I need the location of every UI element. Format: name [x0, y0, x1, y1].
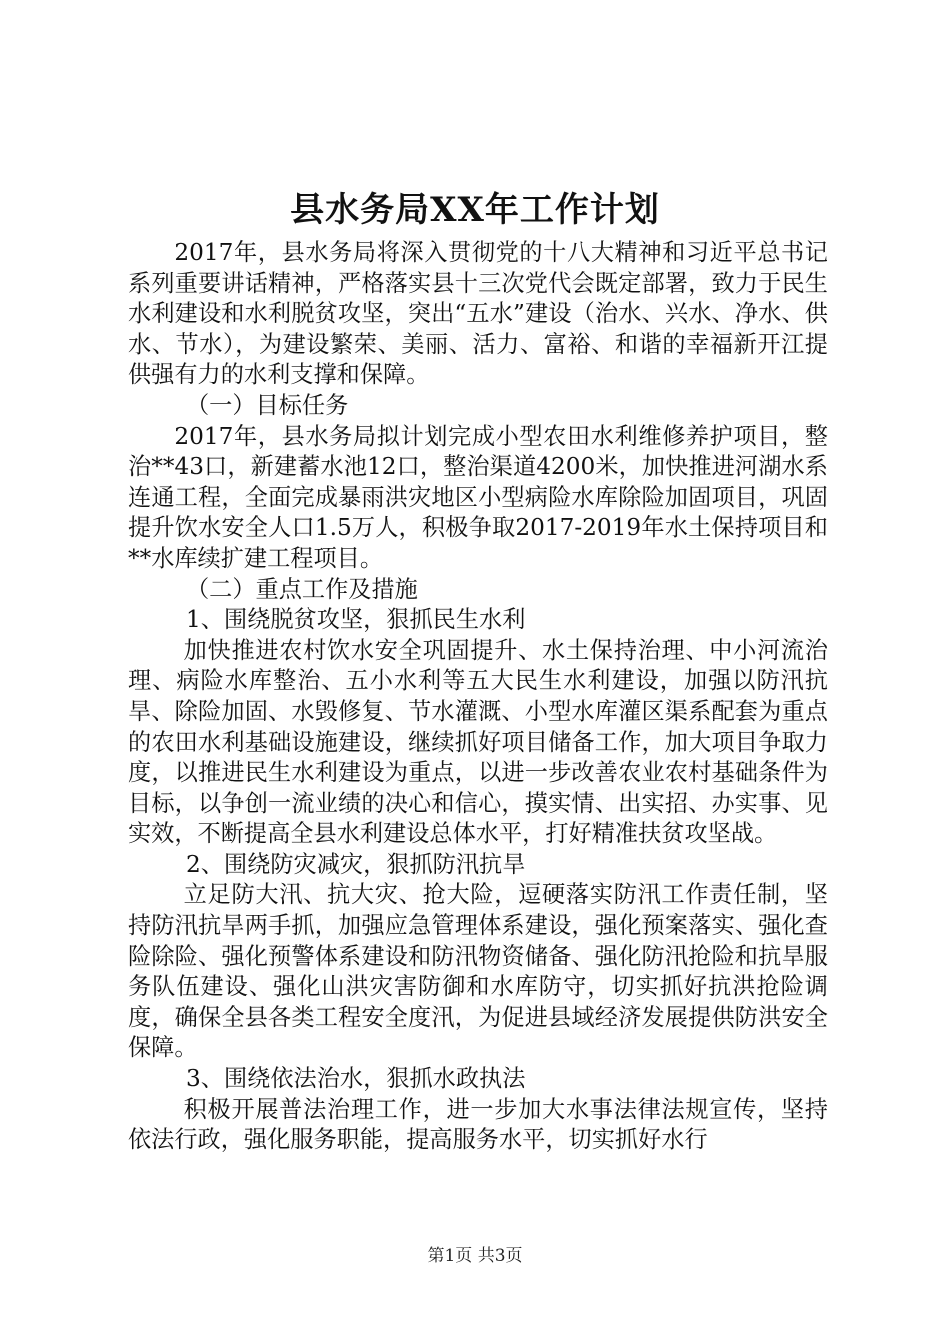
goals-paragraph: 2017年，县水务局拟计划完成小型农田水利维修养护项目，整治**43口，新建蓄水池12口，整治渠道4200米，加快推进河湖水系连通工程，全面完成暴雨洪灾地区小型病险水库除险加固项目，巩固提升饮水安全人口1.5万人，积极争取2017-2019年水土保持项目和**水库续扩建工程项目。 — [128, 422, 828, 572]
paragraph-1: 加快推进农村饮水安全巩固提升、水土保持治理、中小河流治理、病险水库整治、五小水利等五大民生水利建设，加强以防汛抗旱、除险加固、水毁修复、节水灌溉、小型水库灌区渠系配套为重点的农田水利基础设施建设，继续抓好项目储备工作，加大项目争取力度，以推进民生水利建设为重点，以进一步改善农业农村基础条件为目标，以争创一流业绩的决心和信心，摸实情、出实招、办实事、见实效，不断提高全县水利建设总体水平，打好精准扶贫攻坚战。 — [128, 636, 828, 848]
subheading-1: 1、围绕脱贫攻坚，狠抓民生水利 — [186, 606, 526, 634]
section-heading-goals: （一）目标任务 — [186, 391, 349, 419]
document-title: 县水务局XX年工作计划 — [290, 190, 660, 230]
paragraph-3: 积极开展普法治理工作，进一步加大水事法律法规宣传，坚持依法行政，强化服务职能，提高服务水平，切实抓好水行 — [128, 1095, 828, 1154]
intro-paragraph: 2017年，县水务局将深入贯彻党的十八大精神和习近平总书记系列重要讲话精神，严格落实县十三次党代会既定部署，致力于民生水利建设和水利脱贫攻坚，突出“五水”建设（治水、兴水、净水、供水、节水），为建设繁荣、美丽、活力、富裕、和谐的幸福新开江提供强有力的水利支撑和保障。 — [128, 239, 828, 389]
document-body — [128, 238, 828, 1156]
subheading-3: 3、围绕依法治水，狠抓水政执法 — [186, 1065, 526, 1093]
section-heading-key-work: （二）重点工作及措施 — [186, 575, 418, 603]
page-footer: 第1页 共3页 — [427, 1246, 523, 1266]
paragraph-2: 立足防大汛、抗大灾、抢大险，逗硬落实防汛工作责任制，坚持防汛抗旱两手抓，加强应急管理体系建设，强化预案落实、强化查险除险、强化预警体系建设和防汛物资储备、强化防汛抢险和抗旱服务队伍建设、强化山洪灾害防御和水库防守，切实抓好抗洪抢险调度，确保全县各类工程安全度汛，为促进县域经济发展提供防洪安全保障。 — [128, 881, 828, 1062]
subheading-2: 2、围绕防灾减灾，狠抓防汛抗旱 — [186, 850, 526, 878]
